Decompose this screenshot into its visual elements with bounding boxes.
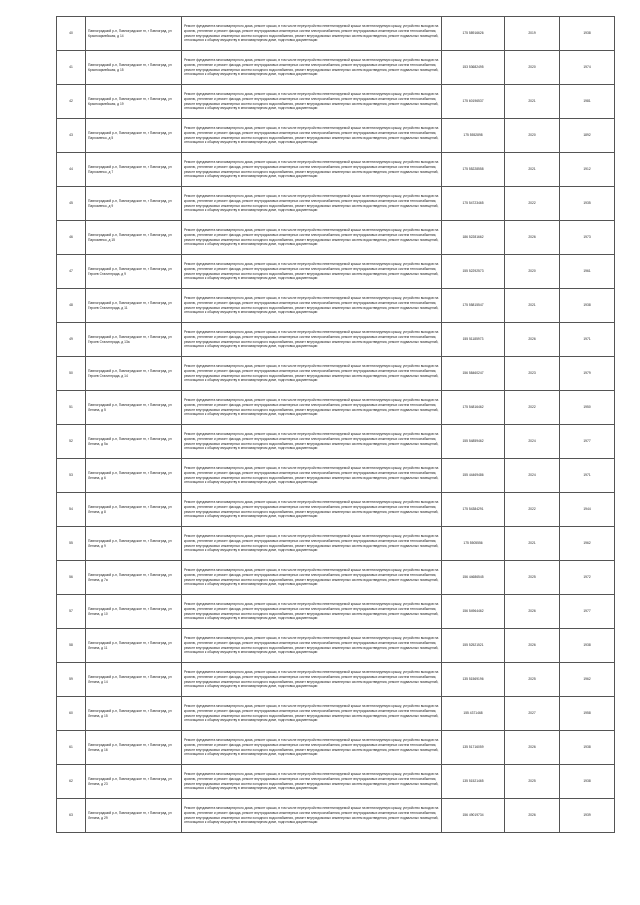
planned-year-cell: 2021	[505, 85, 560, 119]
address-cell: Павлоградский р-н, Павлоградское гп, г Павлоград, ул Ленина, д 15	[86, 697, 182, 731]
cost-cell: 155 52521521	[442, 629, 505, 663]
cost-cell: 156 58460247	[442, 357, 505, 391]
cost-cell: 155 44469486	[442, 459, 505, 493]
row-number: 63	[57, 799, 86, 833]
planned-year-cell: 2024	[505, 459, 560, 493]
planned-year-cell: 2022	[505, 391, 560, 425]
planned-year-cell: 2020	[505, 51, 560, 85]
row-number: 57	[57, 595, 86, 629]
cost-cell: 175 5505556	[442, 527, 505, 561]
build-year-cell: 1974	[560, 51, 615, 85]
row-number: 49	[57, 323, 86, 357]
row-number: 50	[57, 357, 86, 391]
planned-year-cell: 2021	[505, 289, 560, 323]
build-year-cell: 1977	[560, 595, 615, 629]
cost-cell: 156 49019734	[442, 799, 505, 833]
cost-cell: 155 51185973	[442, 323, 505, 357]
table-row	[57, 731, 615, 765]
address-cell: Павлоградский р-н, Павлоградское гп, г Павлоград, ул Пархоменко, д 7	[86, 153, 182, 187]
address-cell: Павлоградский р-н, Павлоградское гп, г Павлоград, ул Героев Сталинграда, д 11	[86, 289, 182, 323]
build-year-cell: 1962	[560, 527, 615, 561]
planned-year-cell: 2025	[505, 765, 560, 799]
cost-cell: 175 55228558	[442, 153, 505, 187]
planned-year-cell: 2025	[505, 663, 560, 697]
works-description-cell: Ремонт фундамента многоквартирного дома, ремонт крыши, в том числе переустройство невентилируемой крыши на вентилируемую крышу, устройство выходов на кровлю, утепление и ремонт фасада, ремонт внутридомовых инженерных систем электроснабжения, ремонт внутридомовых инженерных систем теплоснабжения, ремонт внутридомовых инженерных систем холодного водоснабжения, ремонт внутридомовых инженерных систем водоотведения, ремонт подвальных помещений, относящихся к общему имуществу в многоквартирном доме, подготовка документации	[182, 323, 442, 357]
table-row	[57, 697, 615, 731]
works-description-cell: Ремонт фундамента многоквартирного дома, ремонт крыши, в том числе переустройство невентилируемой крыши на вентилируемую крышу, устройство выходов на кровлю, утепление и ремонт фасада, ремонт внутридомовых инженерных систем электроснабжения, ремонт внутридомовых инженерных систем теплоснабжения, ремонт внутридомовых инженерных систем холодного водоснабжения, ремонт внутридомовых инженерных систем водоотведения, ремонт подвальных помещений, относящихся к общему имуществу в многоквартирном доме, подготовка документации	[182, 595, 442, 629]
build-year-cell: 1981	[560, 85, 615, 119]
table-row	[57, 17, 615, 51]
table-row	[57, 221, 615, 255]
build-year-cell: 1973	[560, 221, 615, 255]
build-year-cell: 1935	[560, 187, 615, 221]
works-description-cell: Ремонт фундамента многоквартирного дома, ремонт крыши, в том числе переустройство невентилируемой крыши на вентилируемую крышу, устройство выходов на кровлю, утепление и ремонт фасада, ремонт внутридомовых инженерных систем электроснабжения, ремонт внутридомовых инженерных систем теплоснабжения, ремонт внутридомовых инженерных систем холодного водоснабжения, ремонт внутридомовых инженерных систем водоотведения, ремонт подвальных помещений, относящихся к общему имуществу в многоквартирном доме, подготовка документации	[182, 731, 442, 765]
table-row	[57, 255, 615, 289]
table-row	[57, 595, 615, 629]
planned-year-cell: 2025	[505, 561, 560, 595]
row-number: 40	[57, 17, 86, 51]
cost-cell: 175 58916626	[442, 17, 505, 51]
works-description-cell: Ремонт фундамента многоквартирного дома, ремонт крыши, в том числе переустройство невентилируемой крыши на вентилируемую крышу, устройство выходов на кровлю, утепление и ремонт фасада, ремонт внутридомовых инженерных систем электроснабжения, ремонт внутридомовых инженерных систем теплоснабжения, ремонт внутридомовых инженерных систем холодного водоснабжения, ремонт внутридомовых инженерных систем водоотведения, ремонт подвальных помещений, относящихся к общему имуществу в многоквартирном доме, подготовка документации	[182, 17, 442, 51]
planned-year-cell: 2020	[505, 119, 560, 153]
cost-cell: 155 4371468	[442, 697, 505, 731]
table-row	[57, 187, 615, 221]
build-year-cell: 1939	[560, 799, 615, 833]
cost-cell: 135 51716059	[442, 731, 505, 765]
address-cell: Павлоградский р-н, Павлоградское гп, г Павлоград, ул Ленина, д 6	[86, 459, 182, 493]
row-number: 58	[57, 629, 86, 663]
address-cell: Павлоградский р-н, Павлоградское гп, г Павлоград, ул Красноармейская, д 14	[86, 17, 182, 51]
build-year-cell: 1950	[560, 391, 615, 425]
row-number: 55	[57, 527, 86, 561]
address-cell: Павлоградский р-н, Павлоградское гп, г Павлоград, ул Красноармейская, д 19	[86, 85, 182, 119]
row-number: 62	[57, 765, 86, 799]
table-row	[57, 493, 615, 527]
works-description-cell: Ремонт фундамента многоквартирного дома, ремонт крыши, в том числе переустройство невентилируемой крыши на вентилируемую крышу, устройство выходов на кровлю, утепление и ремонт фасада, ремонт внутридомовых инженерных систем электроснабжения, ремонт внутридомовых инженерных систем теплоснабжения, ремонт внутридомовых инженерных систем холодного водоснабжения, ремонт внутридомовых инженерных систем водоотведения, ремонт подвальных помещений, относящихся к общему имуществу в многоквартирном доме, подготовка документации	[182, 493, 442, 527]
table-row	[57, 527, 615, 561]
table-row	[57, 85, 615, 119]
works-description-cell: Ремонт фундамента многоквартирного дома, ремонт крыши, в том числе переустройство невентилируемой крыши на вентилируемую крышу, устройство выходов на кровлю, утепление и ремонт фасада, ремонт внутридомовых инженерных систем электроснабжения, ремонт внутридомовых инженерных систем теплоснабжения, ремонт внутридомовых инженерных систем холодного водоснабжения, ремонт внутридомовых инженерных систем водоотведения, ремонт подвальных помещений, относящихся к общему имуществу в многоквартирном доме, подготовка документации	[182, 255, 442, 289]
row-number: 56	[57, 561, 86, 595]
planned-year-cell: 2026	[505, 731, 560, 765]
works-description-cell: Ремонт фундамента многоквартирного дома, ремонт крыши, в том числе переустройство невентилируемой крыши на вентилируемую крышу, устройство выходов на кровлю, утепление и ремонт фасада, ремонт внутридомовых инженерных систем электроснабжения, ремонт внутридомовых инженерных систем теплоснабжения, ремонт внутридомовых инженерных систем холодного водоснабжения, ремонт внутридомовых инженерных систем водоотведения, ремонт подвальных помещений, относящихся к общему имуществу в многоквартирном доме, подготовка документации	[182, 663, 442, 697]
table-row	[57, 51, 615, 85]
cost-cell: 156 44686545	[442, 561, 505, 595]
cost-cell: 175 54384291	[442, 493, 505, 527]
works-description-cell: Ремонт фундамента многоквартирного дома, ремонт крыши, в том числе переустройство невентилируемой крыши на вентилируемую крышу, устройство выходов на кровлю, утепление и ремонт фасада, ремонт внутридомовых инженерных систем электроснабжения, ремонт внутридомовых инженерных систем теплоснабжения, ремонт внутридомовых инженерных систем холодного водоснабжения, ремонт внутридомовых инженерных систем водоотведения, ремонт подвальных помещений, относящихся к общему имуществу в многоквартирном доме, подготовка документации	[182, 289, 442, 323]
table-row	[57, 153, 615, 187]
cost-cell: 175 5552898	[442, 119, 505, 153]
cost-cell: 175 54816462	[442, 391, 505, 425]
planned-year-cell: 2022	[505, 187, 560, 221]
row-number: 41	[57, 51, 86, 85]
table-row	[57, 391, 615, 425]
build-year-cell: 1938	[560, 731, 615, 765]
row-number: 43	[57, 119, 86, 153]
table-row	[57, 765, 615, 799]
build-year-cell: 1971	[560, 459, 615, 493]
address-cell: Павлоградский р-н, Павлоградское гп, г Павлоград, ул Ленина, д 5	[86, 391, 182, 425]
planned-year-cell: 2022	[505, 493, 560, 527]
address-cell: Павлоградский р-н, Павлоградское гп, г Павлоград, ул Ленина, д 7а	[86, 561, 182, 595]
works-description-cell: Ремонт фундамента многоквартирного дома, ремонт крыши, в том числе переустройство невентилируемой крыши на вентилируемую крышу, устройство выходов на кровлю, утепление и ремонт фасада, ремонт внутридомовых инженерных систем электроснабжения, ремонт внутридомовых инженерных систем теплоснабжения, ремонт внутридомовых инженерных систем холодного водоснабжения, ремонт внутридомовых инженерных систем водоотведения, ремонт подвальных помещений, относящихся к общему имуществу в многоквартирном доме, подготовка документации	[182, 187, 442, 221]
planned-year-cell: 2021	[505, 153, 560, 187]
works-description-cell: Ремонт фундамента многоквартирного дома, ремонт крыши, в том числе переустройство невентилируемой крыши на вентилируемую крышу, устройство выходов на кровлю, утепление и ремонт фасада, ремонт внутридомовых инженерных систем электроснабжения, ремонт внутридомовых инженерных систем теплоснабжения, ремонт внутридомовых инженерных систем холодного водоснабжения, ремонт внутридомовых инженерных систем водоотведения, ремонт подвальных помещений, относящихся к общему имуществу в многоквартирном доме, подготовка документации	[182, 357, 442, 391]
row-number: 51	[57, 391, 86, 425]
table-row	[57, 119, 615, 153]
build-year-cell: 1938	[560, 17, 615, 51]
works-description-cell: Ремонт фундамента многоквартирного дома, ремонт крыши, в том числе переустройство невентилируемой крыши на вентилируемую крышу, устройство выходов на кровлю, утепление и ремонт фасада, ремонт внутридомовых инженерных систем электроснабжения, ремонт внутридомовых инженерных систем теплоснабжения, ремонт внутридомовых инженерных систем холодного водоснабжения, ремонт внутридомовых инженерных систем водоотведения, ремонт подвальных помещений, относящихся к общему имуществу в многоквартирном доме, подготовка документации	[182, 85, 442, 119]
cost-cell: 175 55815547	[442, 289, 505, 323]
planned-year-cell: 2027	[505, 697, 560, 731]
works-description-cell: Ремонт фундамента многоквартирного дома, ремонт крыши, в том числе переустройство невентилируемой крыши на вентилируемую крышу, устройство выходов на кровлю, утепление и ремонт фасада, ремонт внутридомовых инженерных систем электроснабжения, ремонт внутридомовых инженерных систем теплоснабжения, ремонт внутридомовых инженерных систем холодного водоснабжения, ремонт внутридомовых инженерных систем водоотведения, ремонт подвальных помещений, относящихся к общему имуществу в многоквартирном доме, подготовка документации	[182, 697, 442, 731]
build-year-cell: 1912	[560, 153, 615, 187]
build-year-cell: 1979	[560, 357, 615, 391]
works-description-cell: Ремонт фундамента многоквартирного дома, ремонт крыши, в том числе переустройство невентилируемой крыши на вентилируемую крышу, устройство выходов на кровлю, утепление и ремонт фасада, ремонт внутридомовых инженерных систем электроснабжения, ремонт внутридомовых инженерных систем теплоснабжения, ремонт внутридомовых инженерных систем холодного водоснабжения, ремонт внутридомовых инженерных систем водоотведения, ремонт подвальных помещений, относящихся к общему имуществу в многоквартирном доме, подготовка документации	[182, 119, 442, 153]
register-table	[56, 16, 615, 833]
planned-year-cell: 2026	[505, 595, 560, 629]
table-row	[57, 561, 615, 595]
row-number: 44	[57, 153, 86, 187]
address-cell: Павлоградский р-н, Павлоградское гп, г Павлоград, ул Ленина, д 5а	[86, 425, 182, 459]
cost-cell: 186 52281662	[442, 221, 505, 255]
row-number: 48	[57, 289, 86, 323]
address-cell: Павлоградский р-н, Павлоградское гп, г Павлоград, ул Ленина, д 10	[86, 595, 182, 629]
cost-cell: 155 54859462	[442, 425, 505, 459]
row-number: 42	[57, 85, 86, 119]
address-cell: Павлоградский р-н, Павлоградское гп, г Павлоград, ул Пархоменко, д 9	[86, 187, 182, 221]
build-year-cell: 1938	[560, 629, 615, 663]
table-row	[57, 459, 615, 493]
works-description-cell: Ремонт фундамента многоквартирного дома, ремонт крыши, в том числе переустройство невентилируемой крыши на вентилируемую крышу, устройство выходов на кровлю, утепление и ремонт фасада, ремонт внутридомовых инженерных систем электроснабжения, ремонт внутридомовых инженерных систем теплоснабжения, ремонт внутридомовых инженерных систем холодного водоснабжения, ремонт внутридомовых инженерных систем водоотведения, ремонт подвальных помещений, относящихся к общему имуществу в многоквартирном доме, подготовка документации	[182, 765, 442, 799]
works-description-cell: Ремонт фундамента многоквартирного дома, ремонт крыши, в том числе переустройство невентилируемой крыши на вентилируемую крышу, устройство выходов на кровлю, утепление и ремонт фасада, ремонт внутридомовых инженерных систем электроснабжения, ремонт внутридомовых инженерных систем теплоснабжения, ремонт внутридомовых инженерных систем холодного водоснабжения, ремонт внутридомовых инженерных систем водоотведения, ремонт подвальных помещений, относящихся к общему имуществу в многоквартирном доме, подготовка документации	[182, 391, 442, 425]
works-description-cell: Ремонт фундамента многоквартирного дома, ремонт крыши, в том числе переустройство невентилируемой крыши на вентилируемую крышу, устройство выходов на кровлю, утепление и ремонт фасада, ремонт внутридомовых инженерных систем электроснабжения, ремонт внутридомовых инженерных систем теплоснабжения, ремонт внутридомовых инженерных систем холодного водоснабжения, ремонт внутридомовых инженерных систем водоотведения, ремонт подвальных помещений, относящихся к общему имуществу в многоквартирном доме, подготовка документации	[182, 527, 442, 561]
table-row	[57, 663, 615, 697]
address-cell: Павлоградский р-н, Павлоградское гп, г Павлоград, ул Красноармейская, д 15	[86, 51, 182, 85]
row-number: 53	[57, 459, 86, 493]
build-year-cell: 1961	[560, 255, 615, 289]
build-year-cell: 1938	[560, 765, 615, 799]
address-cell: Павлоградский р-н, Павлоградское гп, г Павлоград, ул Ленина, д 16	[86, 731, 182, 765]
works-description-cell: Ремонт фундамента многоквартирного дома, ремонт крыши, в том числе переустройство невентилируемой крыши на вентилируемую крышу, устройство выходов на кровлю, утепление и ремонт фасада, ремонт внутридомовых инженерных систем электроснабжения, ремонт внутридомовых инженерных систем теплоснабжения, ремонт внутридомовых инженерных систем холодного водоснабжения, ремонт внутридомовых инженерных систем водоотведения, ремонт подвальных помещений, относящихся к общему имуществу в многоквартирном доме, подготовка документации	[182, 459, 442, 493]
planned-year-cell: 2019	[505, 17, 560, 51]
cost-cell: 135 51569196	[442, 663, 505, 697]
works-description-cell: Ремонт фундамента многоквартирного дома, ремонт крыши, в том числе переустройство невентилируемой крыши на вентилируемую крышу, устройство выходов на кровлю, утепление и ремонт фасада, ремонт внутридомовых инженерных систем электроснабжения, ремонт внутридомовых инженерных систем теплоснабжения, ремонт внутридомовых инженерных систем холодного водоснабжения, ремонт внутридомовых инженерных систем водоотведения, ремонт подвальных помещений, относящихся к общему имуществу в многоквартирном доме, подготовка документации	[182, 425, 442, 459]
build-year-cell: 1944	[560, 493, 615, 527]
row-number: 46	[57, 221, 86, 255]
works-description-cell: Ремонт фундамента многоквартирного дома, ремонт крыши, в том числе переустройство невентилируемой крыши на вентилируемую крышу, устройство выходов на кровлю, утепление и ремонт фасада, ремонт внутридомовых инженерных систем электроснабжения, ремонт внутридомовых инженерных систем теплоснабжения, ремонт внутридомовых инженерных систем холодного водоснабжения, ремонт внутридомовых инженерных систем водоотведения, ремонт подвальных помещений, относящихся к общему имуществу в многоквартирном доме, подготовка документации	[182, 51, 442, 85]
planned-year-cell: 2026	[505, 799, 560, 833]
address-cell: Павлоградский р-н, Павлоградское гп, г Павлоград, ул Ленина, д 29	[86, 799, 182, 833]
row-number: 61	[57, 731, 86, 765]
row-number: 45	[57, 187, 86, 221]
table-row	[57, 799, 615, 833]
row-number: 52	[57, 425, 86, 459]
table-row	[57, 425, 615, 459]
row-number: 47	[57, 255, 86, 289]
build-year-cell: 1972	[560, 561, 615, 595]
works-description-cell: Ремонт фундамента многоквартирного дома, ремонт крыши, в том числе переустройство невентилируемой крыши на вентилируемую крышу, устройство выходов на кровлю, утепление и ремонт фасада, ремонт внутридомовых инженерных систем электроснабжения, ремонт внутридомовых инженерных систем теплоснабжения, ремонт внутридомовых инженерных систем холодного водоснабжения, ремонт внутридомовых инженерных систем водоотведения, ремонт подвальных помещений, относящихся к общему имуществу в многоквартирном доме, подготовка документации	[182, 153, 442, 187]
works-description-cell: Ремонт фундамента многоквартирного дома, ремонт крыши, в том числе переустройство невентилируемой крыши на вентилируемую крышу, устройство выходов на кровлю, утепление и ремонт фасада, ремонт внутридомовых инженерных систем электроснабжения, ремонт внутридомовых инженерных систем теплоснабжения, ремонт внутридомовых инженерных систем холодного водоснабжения, ремонт внутридомовых инженерных систем водоотведения, ремонт подвальных помещений, относящихся к общему имуществу в многоквартирном доме, подготовка документации	[182, 799, 442, 833]
build-year-cell: 1971	[560, 323, 615, 357]
planned-year-cell: 2026	[505, 629, 560, 663]
cost-cell: 156 54964462	[442, 595, 505, 629]
cost-cell: 175 54723465	[442, 187, 505, 221]
row-number: 59	[57, 663, 86, 697]
build-year-cell: 1938	[560, 289, 615, 323]
address-cell: Павлоградский р-н, Павлоградское гп, г Павлоград, ул Ленина, д 11	[86, 629, 182, 663]
build-year-cell: 1977	[560, 425, 615, 459]
address-cell: Павлоградский р-н, Павлоградское гп, г Павлоград, ул Героев Сталинграда, д 14	[86, 357, 182, 391]
planned-year-cell: 2021	[505, 527, 560, 561]
build-year-cell: 1962	[560, 663, 615, 697]
planned-year-cell: 2026	[505, 323, 560, 357]
table-row	[57, 629, 615, 663]
address-cell: Павлоградский р-н, Павлоградское гп, г Павлоград, ул Героев Сталинграда, д 9	[86, 255, 182, 289]
address-cell: Павлоградский р-н, Павлоградское гп, г Павлоград, ул Ленина, д 23	[86, 765, 182, 799]
table-row	[57, 357, 615, 391]
address-cell: Павлоградский р-н, Павлоградское гп, г Павлоград, ул Героев Сталинграда, д 13а	[86, 323, 182, 357]
planned-year-cell: 2026	[505, 221, 560, 255]
build-year-cell: 1958	[560, 697, 615, 731]
table-row	[57, 323, 615, 357]
register-table-body	[57, 17, 615, 833]
planned-year-cell: 2024	[505, 425, 560, 459]
works-description-cell: Ремонт фундамента многоквартирного дома, ремонт крыши, в том числе переустройство невентилируемой крыши на вентилируемую крышу, устройство выходов на кровлю, утепление и ремонт фасада, ремонт внутридомовых инженерных систем электроснабжения, ремонт внутридомовых инженерных систем теплоснабжения, ремонт внутридомовых инженерных систем холодного водоснабжения, ремонт внутридомовых инженерных систем водоотведения, ремонт подвальных помещений, относящихся к общему имуществу в многоквартирном доме, подготовка документации	[182, 629, 442, 663]
cost-cell: 155 52292573	[442, 255, 505, 289]
address-cell: Павлоградский р-н, Павлоградское гп, г Павлоград, ул Ленина, д 8	[86, 493, 182, 527]
cost-cell: 153 53682495	[442, 51, 505, 85]
address-cell: Павлоградский р-н, Павлоградское гп, г Павлоград, ул Ленина, д 14	[86, 663, 182, 697]
address-cell: Павлоградский р-н, Павлоградское гп, г Павлоград, ул Пархоменко, д 5	[86, 119, 182, 153]
address-cell: Павлоградский р-н, Павлоградское гп, г Павлоград, ул Пархоменко, д 15	[86, 221, 182, 255]
works-description-cell: Ремонт фундамента многоквартирного дома, ремонт крыши, в том числе переустройство невентилируемой крыши на вентилируемую крышу, устройство выходов на кровлю, утепление и ремонт фасада, ремонт внутридомовых инженерных систем электроснабжения, ремонт внутридомовых инженерных систем теплоснабжения, ремонт внутридомовых инженерных систем холодного водоснабжения, ремонт внутридомовых инженерных систем водоотведения, ремонт подвальных помещений, относящихся к общему имуществу в многоквартирном доме, подготовка документации	[182, 561, 442, 595]
build-year-cell: 1892	[560, 119, 615, 153]
cost-cell: 175 60196537	[442, 85, 505, 119]
cost-cell: 135 51521465	[442, 765, 505, 799]
works-description-cell: Ремонт фундамента многоквартирного дома, ремонт крыши, в том числе переустройство невентилируемой крыши на вентилируемую крышу, устройство выходов на кровлю, утепление и ремонт фасада, ремонт внутридомовых инженерных систем электроснабжения, ремонт внутридомовых инженерных систем теплоснабжения, ремонт внутридомовых инженерных систем холодного водоснабжения, ремонт внутридомовых инженерных систем водоотведения, ремонт подвальных помещений, относящихся к общему имуществу в многоквартирном доме, подготовка документации	[182, 221, 442, 255]
row-number: 60	[57, 697, 86, 731]
planned-year-cell: 2020	[505, 255, 560, 289]
row-number: 54	[57, 493, 86, 527]
planned-year-cell: 2023	[505, 357, 560, 391]
table-row	[57, 289, 615, 323]
address-cell: Павлоградский р-н, Павлоградское гп, г Павлоград, ул Ленина, д 9	[86, 527, 182, 561]
